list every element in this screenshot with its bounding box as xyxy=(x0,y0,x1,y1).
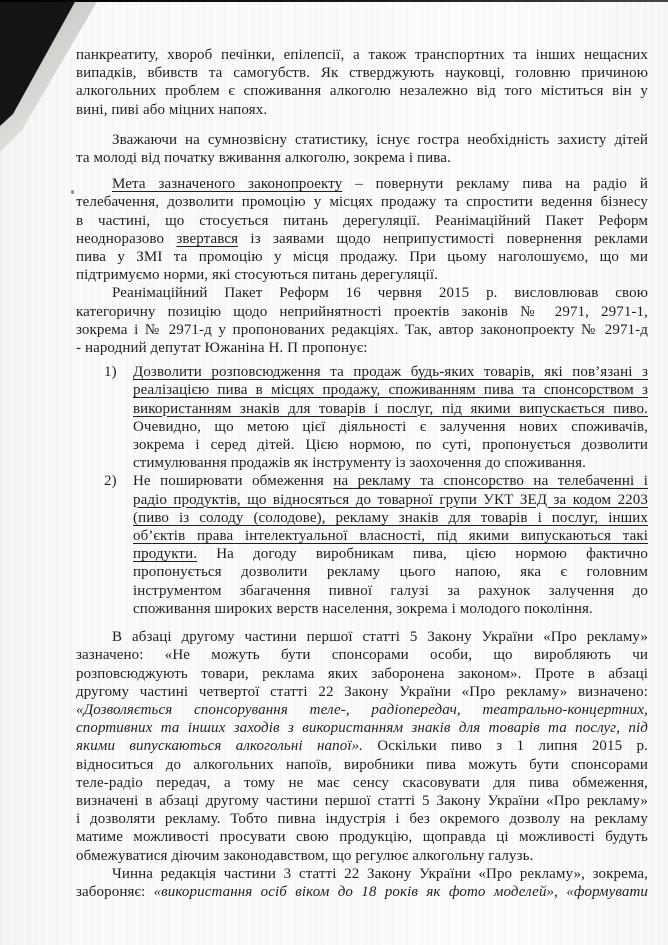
text-segment: стимулювання продажів як інструменту із заохочення до споживання. xyxy=(133,455,587,472)
text-line xyxy=(76,737,648,755)
text-line xyxy=(76,756,648,774)
text-line xyxy=(133,454,648,472)
document-text-block xyxy=(76,46,648,901)
underlined-text: реалізацією пива в місцях продажу, споживанням пива та спонсорством з xyxy=(133,382,648,399)
text-segment: - народний депутат Южаніна Н. П пропонує: xyxy=(76,340,368,357)
text-line xyxy=(76,82,648,100)
text-segment: категоричну позицію щодо неприйнятності проектів законів № 2971, 2971-1, xyxy=(76,303,648,320)
text-segment: зокрема і серед дітей. Цією нормою, по суті, пропонується дозволити xyxy=(133,437,648,454)
text-line xyxy=(76,339,648,357)
text-line xyxy=(76,792,648,810)
text-line xyxy=(76,719,648,737)
text-line xyxy=(76,774,648,792)
text-line xyxy=(76,828,648,846)
text-segment: зазначено: «Не можуть бути спонсорами особи, що виробляють чи xyxy=(76,647,648,664)
text-segment: Не поширювати обмеження xyxy=(133,473,334,490)
text-segment: В абзаці другому частини першої статті 5 Закону України «Про рекламу» xyxy=(112,629,648,646)
para-current-law xyxy=(76,865,648,901)
text-line xyxy=(76,175,648,193)
text-segment: Реанімаційний Пакет Реформ 16 червня 2015 р. висловлював свою xyxy=(112,285,648,302)
text-line xyxy=(76,193,648,211)
text-line xyxy=(133,418,648,436)
italic-text: «формувати xyxy=(566,883,649,900)
text-segment: випадків, вбивств та самогубств. Як стверджують науковці, головню причиною xyxy=(76,65,648,82)
text-segment: Чинна редакція частини 3 статті 22 Закону України «Про рекламу», зокрема, xyxy=(112,865,648,882)
text-line xyxy=(133,472,648,490)
text-line xyxy=(76,284,648,302)
text-segment: Оскільки пиво з 1 липня 2015 р. xyxy=(363,738,648,755)
text-segment: обмежуватися діючим законодавством, що регулює алкогольну галузь. xyxy=(76,847,534,864)
text-segment: – повернути рекламу пива на радіо й xyxy=(342,176,648,193)
text-line xyxy=(76,303,648,321)
underlined-text: продукти. xyxy=(133,546,198,563)
text-segment: алкогольних проблем є споживання алкоголю незалежно від того міститься він у xyxy=(76,83,648,100)
para-rpr-position xyxy=(76,284,648,357)
text-line xyxy=(76,883,648,901)
underlined-text: (пиво із солоду (солодове), рекламу знаків для товарів і послуг, інших xyxy=(133,509,648,526)
text-segment: забороняє: xyxy=(76,883,154,900)
para-alcohol-harm xyxy=(76,46,648,119)
text-line xyxy=(133,400,648,418)
para-statistics xyxy=(76,131,648,167)
text-segment: підтримуємо норми, які стосуються питань дерегуляції. xyxy=(76,267,439,284)
text-line xyxy=(133,527,648,545)
underlined-text: Дозволити розповсюдження та продаж будь-яких товарів, які пов’язані з xyxy=(133,364,648,381)
text-segment: в частині, що стосується питань дерегуляції. Реанімаційний Пакет Реформ xyxy=(76,212,648,229)
scan-speck xyxy=(71,190,74,194)
text-line xyxy=(76,321,648,339)
text-segment: та молоді від початку вживання алкоголю, зокрема і пива. xyxy=(76,150,451,167)
text-line xyxy=(133,381,648,399)
text-line xyxy=(76,628,648,646)
text-line xyxy=(76,64,648,82)
text-line xyxy=(133,563,648,581)
list-item-1 xyxy=(76,363,648,472)
text-line xyxy=(76,149,648,167)
list-item-2 xyxy=(76,472,648,618)
para-bill-goal xyxy=(76,175,648,284)
text-line xyxy=(76,101,648,119)
text-segment: пива у ЗМІ та промоцію у місця продажу. При цьому наголошуємо, що ми xyxy=(76,249,648,266)
underlined-text: Мета зазначеного законопроекту xyxy=(112,176,343,193)
text-segment: визначені в абзаці другому частини першої статті 5 Закону України «Про рекламу» xyxy=(76,792,648,809)
text-segment: телебачення, дозволити промоцію у місцях продажу та спростити ведення бізнесу xyxy=(76,194,648,211)
text-line xyxy=(76,665,648,683)
text-segment: неодноразово xyxy=(76,230,177,247)
text-line xyxy=(76,847,648,865)
text-line xyxy=(133,491,648,509)
text-line xyxy=(76,266,648,284)
scan-top-edge-artifact xyxy=(0,0,668,2)
text-segment: зокрема і № 2971-д у пропонованих редакціях. Так, автор законопроекту № 2971-д xyxy=(76,321,648,338)
list-item-number: 2) xyxy=(104,473,117,490)
text-line xyxy=(76,46,648,64)
text-line xyxy=(133,582,648,600)
underlined-text: звертався xyxy=(176,230,239,247)
text-segment: матиме можливості просувати свою продукцію, щоправда ці можливості будуть xyxy=(76,829,648,846)
underlined-text: об’єктів права інтелектуальної власності, під якими випускаються такі xyxy=(133,528,648,545)
text-line xyxy=(133,545,648,563)
underlined-text: на рекламу та спонсорство на телебаченні і xyxy=(333,473,649,490)
text-segment: вині, пиві або міцних напоях. xyxy=(76,101,268,118)
italic-text: «використання осіб віком до 18 років як фото моделей» xyxy=(153,883,555,900)
text-line xyxy=(133,509,648,527)
text-line xyxy=(133,363,648,381)
text-segment: Очевидно, що метою цієї діяльності є залучення нових споживачів, xyxy=(133,418,648,435)
underlined-text: використанням знаків для товарів і послуг, під якими випускається пиво. xyxy=(133,400,648,417)
para-law-analysis xyxy=(76,628,648,865)
text-segment: споживання широких верств населення, зокрема і молодого покоління. xyxy=(133,600,593,617)
text-line xyxy=(76,810,648,828)
text-segment: другому частині четвертої статті 22 Закону України «Про рекламу» визначено: xyxy=(76,683,648,700)
text-segment: панкреатиту, хвороб печінки, епілепсії, а також транспортних та інших нещасних xyxy=(76,47,648,63)
text-line xyxy=(76,248,648,266)
text-segment: із заявами щодо неприпустимості повернення реклами xyxy=(238,230,648,247)
text-line xyxy=(76,865,648,883)
text-line xyxy=(133,600,648,618)
text-segment: і дозволяти рекламу. Тобто пивна індустрія і без окремого дозволу на рекламу xyxy=(76,811,648,828)
text-line xyxy=(76,212,648,230)
text-segment: Зважаючи на сумнозвісну статистику, існує гостра необхідність захисту дітей xyxy=(112,131,648,148)
text-line xyxy=(76,701,648,719)
text-segment: На догоду виробникам пива, цією нормою фактично xyxy=(197,546,648,563)
text-segment: теле-радіо передач, а тому не має сенсу скасовувати для пива обмеження, xyxy=(76,774,648,791)
text-line xyxy=(76,131,648,149)
text-segment: , xyxy=(554,883,567,900)
text-line xyxy=(76,646,648,664)
italic-text: «Дозволяється спонсорування теле-, радіопередач, театрально-концертних, xyxy=(76,701,648,718)
italic-text: спортивних та інших заходів з використанням знаків для товарів та послуг, під xyxy=(76,720,648,737)
text-segment: розповсюджують товари, реклама яких заборонена законом». Проте в абзаці xyxy=(76,665,648,682)
italic-text: якими випускаються алкогольні напої». xyxy=(76,738,364,755)
text-segment: інструментом збагачення пивної галузі за рахунок залучення до xyxy=(133,582,648,599)
text-line xyxy=(133,436,648,454)
underlined-text: радіо продуктів, що відносяться до товарної групи УКТ ЗЕД за кодом 2203 xyxy=(133,491,648,508)
list-item-number: 1) xyxy=(104,364,117,381)
text-segment: пропонується дозволити рекламу цього напою, яка є головним xyxy=(133,564,648,581)
text-segment: відноситься до алкогольних напоїв, виробники пива можуть бути спонсорами xyxy=(76,756,648,773)
text-line xyxy=(76,683,648,701)
text-line xyxy=(76,230,648,248)
